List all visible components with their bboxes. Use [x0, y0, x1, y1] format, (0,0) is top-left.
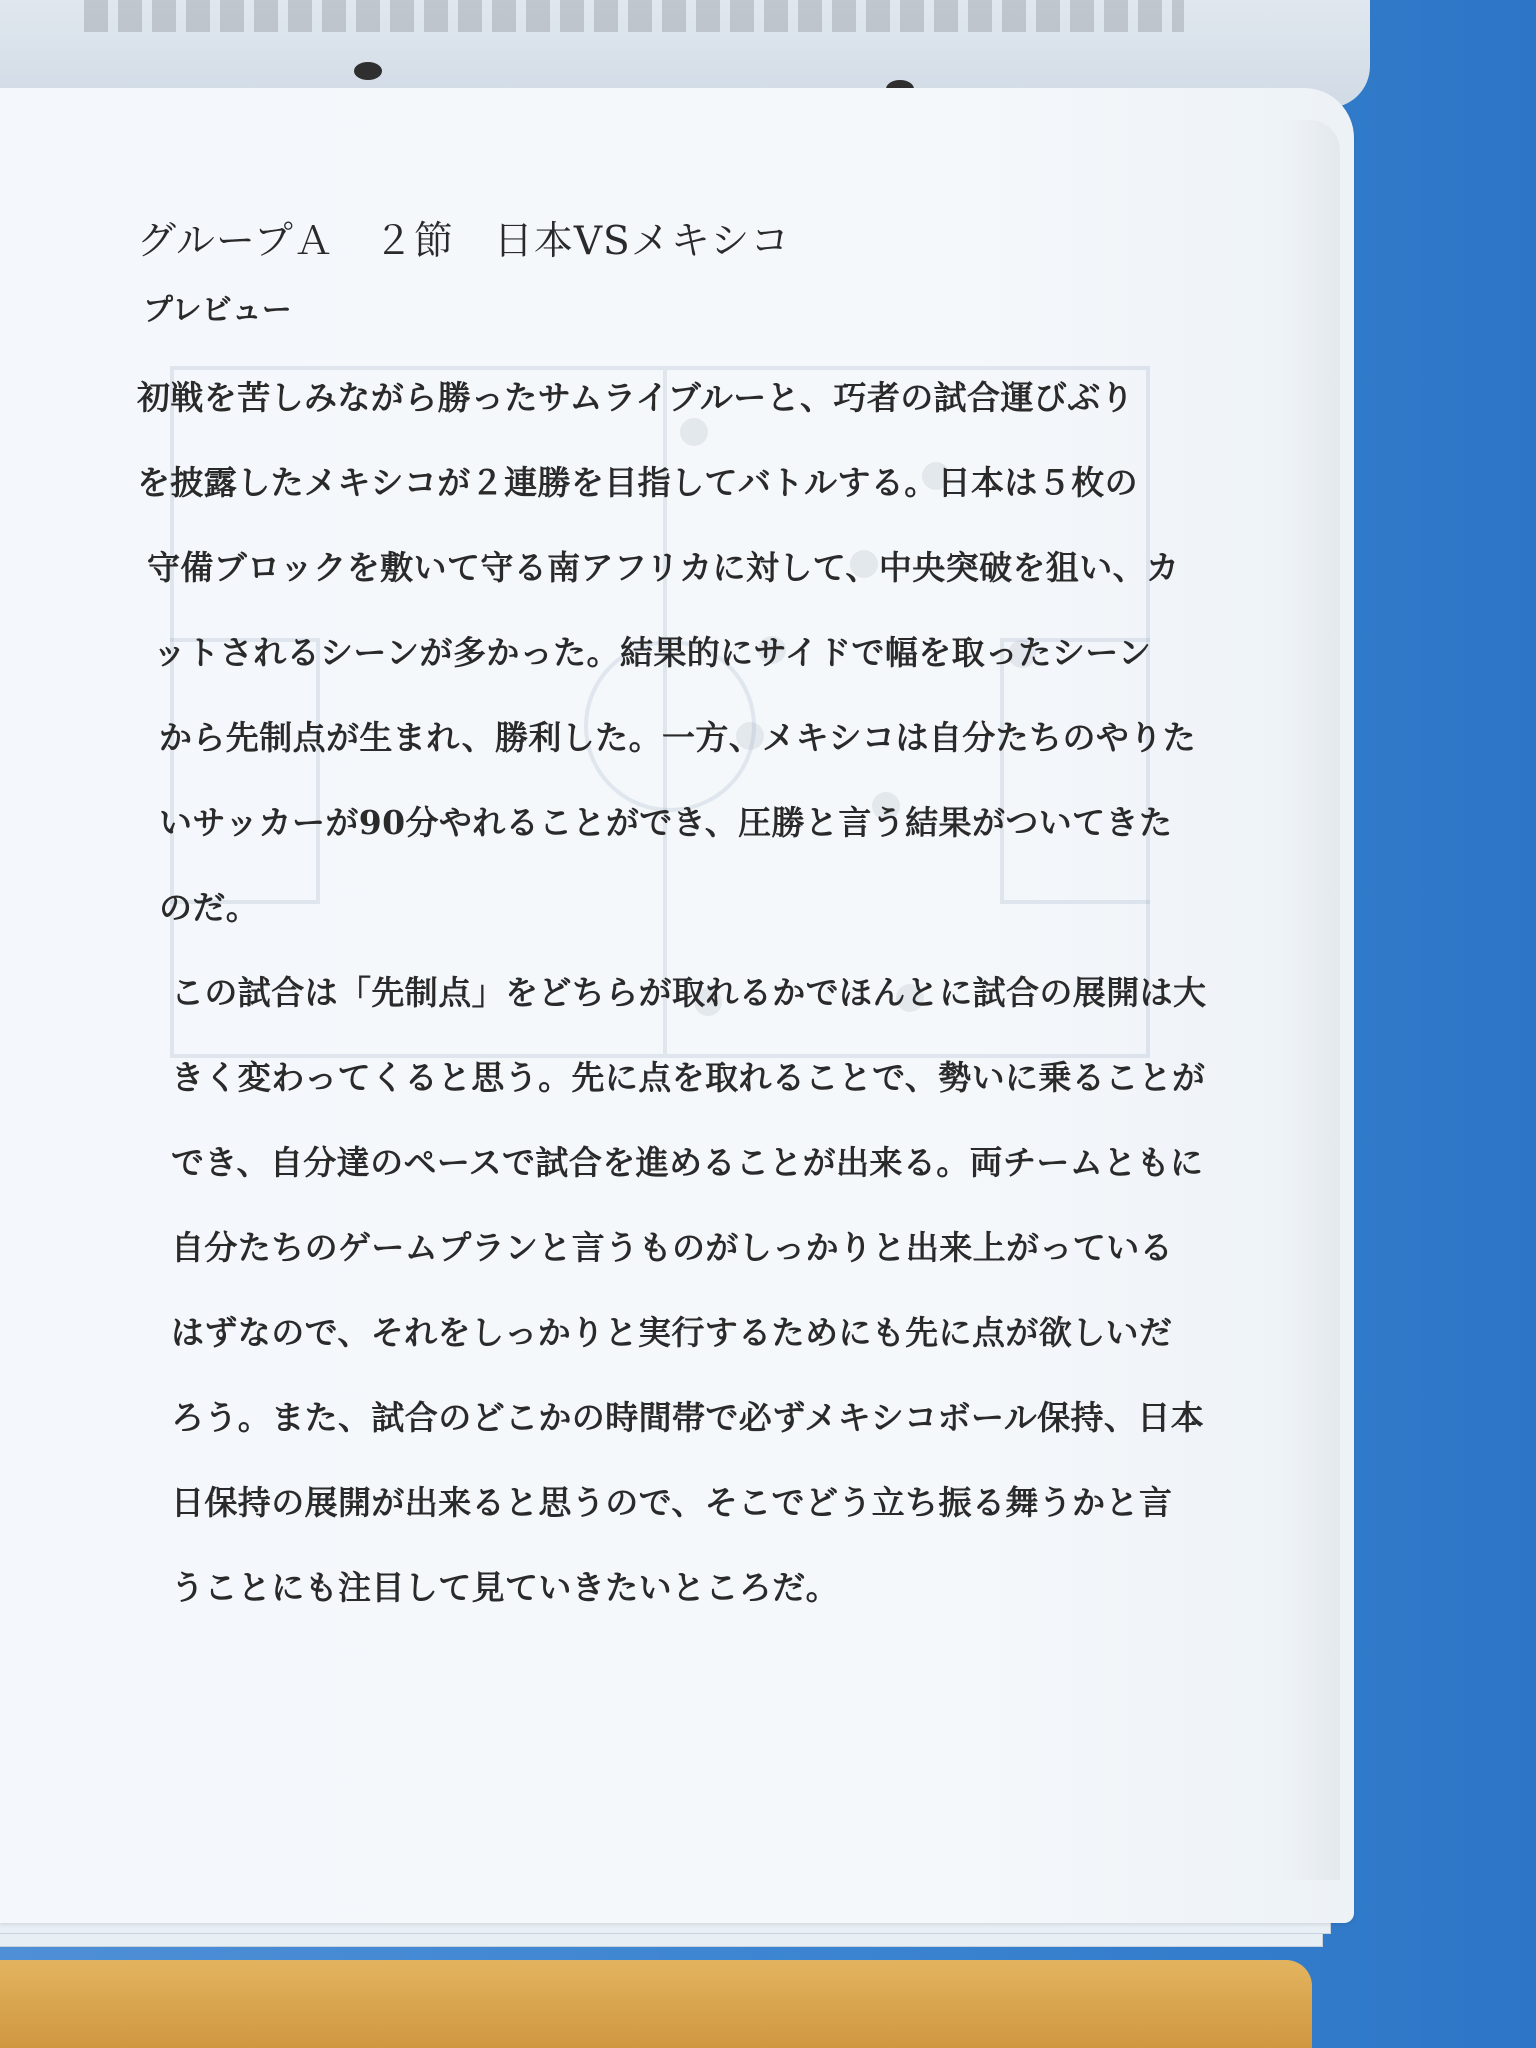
faint-bleed-through-text [84, 0, 1184, 32]
paragraph-line: 自分たちのゲームプランと言うものがしっかりと出来上がっている [171, 1227, 1173, 1267]
paragraph-line: ットされるシーンが多かった。結果的にサイドで幅を取ったシーン [153, 632, 1152, 672]
paragraph-line: この試合は「先制点」をどちらが取れるかでほんとに試合の展開は大 [171, 972, 1207, 1012]
preview-paragraph-1 [137, 355, 1197, 950]
preview-heading: プレビュー [143, 292, 292, 328]
paragraph-line: 初戦を苦しみながら勝ったサムライブルーと、巧者の試合運びぶり [137, 377, 1135, 417]
page-shadow [1280, 120, 1340, 1880]
binder-ring-hole [354, 62, 382, 80]
paragraph-line: から先制点が生まれ、勝利した。一方、メキシコは自分たちのやりた [159, 717, 1197, 757]
paper-stack-edge [0, 1934, 1323, 1947]
paragraph-line: 日保持の展開が出来ると思うので、そこでどう立ち振る舞うかと言 [171, 1482, 1173, 1522]
paragraph-line: きく変わってくると思う。先に点を取れることで、勢いに乗ることが [171, 1057, 1206, 1097]
document-content [137, 219, 1207, 1630]
paragraph-line: でき、自分達のペースで試合を進めることが出来る。両チームともに [171, 1142, 1204, 1182]
preview-paragraph-2 [137, 950, 1207, 1630]
paragraph-line: うことにも注目して見ていきたいところだ。 [171, 1567, 839, 1607]
paragraph-line: 守備ブロックを敷いて守る南アフリカに対して、中央突破を狙い、カ [147, 547, 1180, 587]
page-title: グループＡ ２節 日本VSメキシコ [137, 219, 791, 264]
binder-board [0, 1960, 1312, 2048]
paragraph-line: いサッカーが90分やれることができ、圧勝と言う結果がついてきた [159, 802, 1173, 842]
paragraph-line: のだ。 [159, 887, 260, 927]
paragraph-line: を披露したメキシコが２連勝を目指してバトルする。日本は５枚の [137, 462, 1139, 502]
paragraph-line: ろう。また、試合のどこかの時間帯で必ずメキシコボール保持、日本 [171, 1397, 1205, 1437]
paragraph-line: はずなので、それをしっかりと実行するためにも先に点が欲しいだ [171, 1312, 1173, 1352]
